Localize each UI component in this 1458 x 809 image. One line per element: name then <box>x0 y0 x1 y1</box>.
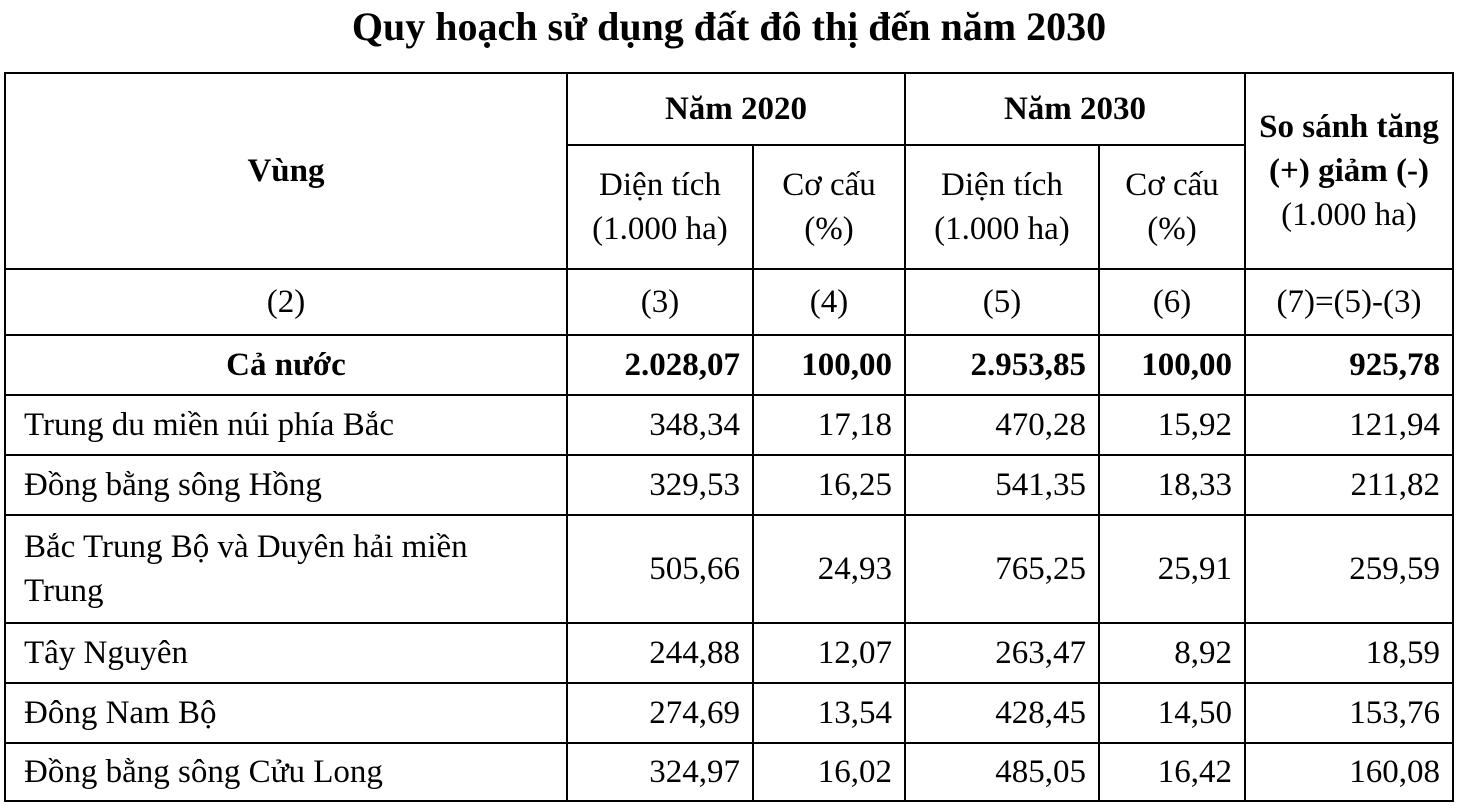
share-2030-value: 18,33 <box>1099 455 1245 515</box>
index-cell: (2) <box>5 269 567 335</box>
page-title: Quy hoạch sử dụng đất đô thị đến năm 2030 <box>351 4 1107 49</box>
area-2030-value: 541,35 <box>905 455 1099 515</box>
area-2020-value: 329,53 <box>567 455 753 515</box>
region-name: Bắc Trung Bộ và Duyên hải miền Trung <box>5 515 567 623</box>
index-cell: (4) <box>753 269 905 335</box>
region-name: Tây Nguyên <box>5 623 567 683</box>
share-2020-value: 24,93 <box>753 515 905 623</box>
year-2020-header: Năm 2020 <box>567 73 905 145</box>
index-cell: (3) <box>567 269 753 335</box>
year-2030-header: Năm 2030 <box>905 73 1245 145</box>
index-cell: (7)=(5)-(3) <box>1245 269 1453 335</box>
area-2020-value: 244,88 <box>567 623 753 683</box>
region-name: Cả nước <box>5 335 567 395</box>
index-cell: (5) <box>905 269 1099 335</box>
share-2020-value: 13,54 <box>753 683 905 743</box>
share-2020-label: Cơ cấu <box>782 167 876 203</box>
area-2020-value: 2.028,07 <box>567 335 753 395</box>
share-2030-value: 8,92 <box>1099 623 1245 683</box>
region-header: Vùng <box>5 73 567 269</box>
area-2030-value: 485,05 <box>905 743 1099 801</box>
area-2020-label: Diện tích <box>599 167 721 203</box>
share-2020-value: 16,02 <box>753 743 905 801</box>
header-row-top <box>5 73 1453 145</box>
region-name: Đồng bằng sông Cửu Long <box>5 743 567 801</box>
share-2030-value: 25,91 <box>1099 515 1245 623</box>
share-2020-value: 17,18 <box>753 395 905 455</box>
region-name: Trung du miền núi phía Bắc <box>5 395 567 455</box>
compare-header-label: So sánh tăng (+) giảm (-) <box>1259 109 1439 189</box>
area-2030-unit: (1.000 ha) <box>934 211 1070 247</box>
area-2030-value: 428,45 <box>905 683 1099 743</box>
diff-value: 18,59 <box>1245 623 1453 683</box>
share-2030-unit: (%) <box>1147 211 1197 247</box>
share-2030-value: 14,50 <box>1099 683 1245 743</box>
area-2030-header <box>905 145 1099 269</box>
share-2020-value: 100,00 <box>753 335 905 395</box>
area-2030-value: 2.953,85 <box>905 335 1099 395</box>
area-2020-header <box>567 145 753 269</box>
area-2030-value: 765,25 <box>905 515 1099 623</box>
share-2030-label: Cơ cấu <box>1125 167 1219 203</box>
table-row <box>5 743 1453 801</box>
diff-value: 160,08 <box>1245 743 1453 801</box>
share-2020-value: 16,25 <box>753 455 905 515</box>
share-2030-header <box>1099 145 1245 269</box>
compare-header <box>1245 73 1453 269</box>
share-2020-unit: (%) <box>804 211 854 247</box>
table-row <box>5 515 1453 623</box>
share-2020-value: 12,07 <box>753 623 905 683</box>
region-name: Đồng bằng sông Hồng <box>5 455 567 515</box>
diff-value: 259,59 <box>1245 515 1453 623</box>
diff-value: 121,94 <box>1245 395 1453 455</box>
index-row <box>5 269 1453 335</box>
table-row <box>5 623 1453 683</box>
region-name: Đông Nam Bộ <box>5 683 567 743</box>
share-2020-header <box>753 145 905 269</box>
area-2030-label: Diện tích <box>941 167 1063 203</box>
area-2020-value: 274,69 <box>567 683 753 743</box>
land-use-table <box>4 72 1454 802</box>
area-2030-value: 263,47 <box>905 623 1099 683</box>
area-2020-value: 348,34 <box>567 395 753 455</box>
area-2020-unit: (1.000 ha) <box>592 211 728 247</box>
diff-value: 153,76 <box>1245 683 1453 743</box>
total-row <box>5 335 1453 395</box>
diff-value: 211,82 <box>1245 455 1453 515</box>
area-2020-value: 324,97 <box>567 743 753 801</box>
table-row <box>5 455 1453 515</box>
diff-value: 925,78 <box>1245 335 1453 395</box>
share-2030-value: 15,92 <box>1099 395 1245 455</box>
area-2020-value: 505,66 <box>567 515 753 623</box>
compare-header-unit: (1.000 ha) <box>1281 197 1417 233</box>
area-2030-value: 470,28 <box>905 395 1099 455</box>
table-row <box>5 395 1453 455</box>
table-row <box>5 683 1453 743</box>
share-2030-value: 100,00 <box>1099 335 1245 395</box>
index-cell: (6) <box>1099 269 1245 335</box>
share-2030-value: 16,42 <box>1099 743 1245 801</box>
